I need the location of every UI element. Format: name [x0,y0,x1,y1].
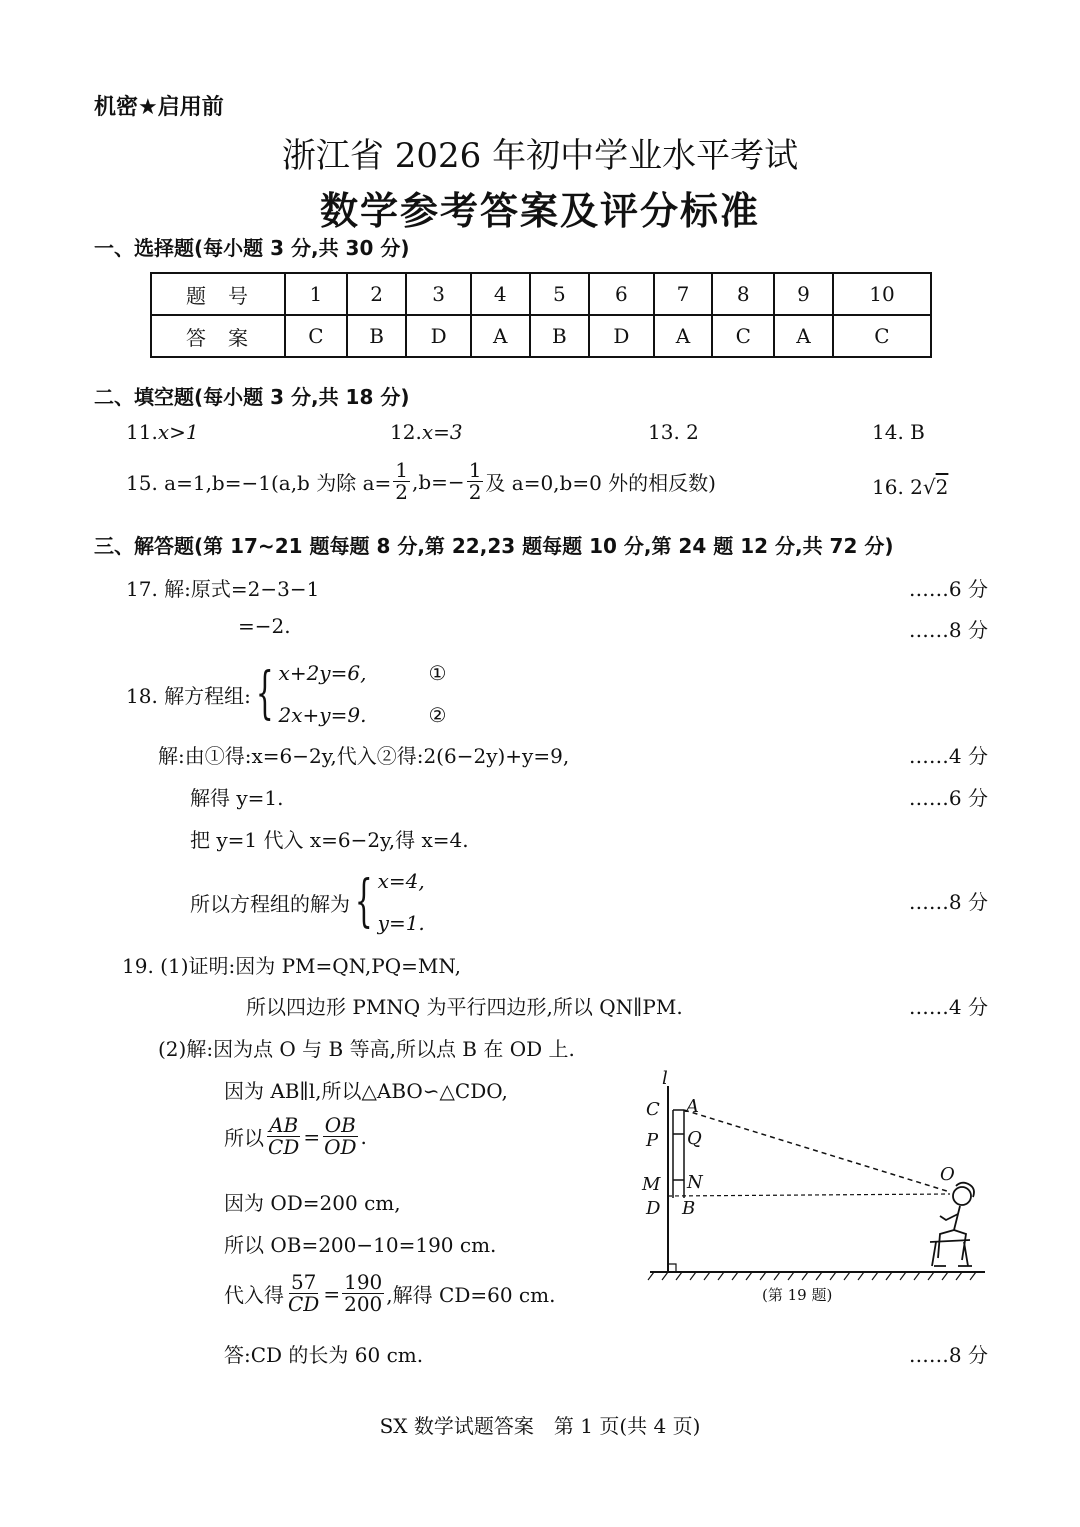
q19-p4: 因为 AB∥l,所以△ABO∽△CDO, [224,1079,508,1103]
q19-p7: 所以 OB=200−10=190 cm. [224,1233,497,1257]
fraction-numerator: 1 [395,458,408,482]
q19-p5 [224,1115,367,1158]
table-cell: 1 [285,273,347,315]
q19-p3: (2)解:因为点 O 与 B 等高,所以点 B 在 OD 上. [158,1037,575,1061]
table-cell: D [406,315,470,357]
table-cell: 4 [471,273,530,315]
q19-p6: 因为 OD=200 cm, [224,1191,401,1215]
answer-12-value: x=3 [421,420,463,444]
q18-label: 18. 解方程组: [126,683,251,708]
fraction-denominator: 2 [468,480,482,504]
table-cell: C [712,315,774,357]
table-cell: A [774,315,833,357]
q18-result [190,860,425,944]
equation-system [279,652,447,736]
q19-p8 [224,1272,555,1315]
answer-15 [126,460,716,503]
sight-line-oa [684,1110,950,1192]
q17-line2: =−2. [238,614,291,638]
fraction-ab-cd: $\frac{AB}{CD}$ [268,1113,300,1159]
label-m: M [642,1174,661,1195]
q19-p9: 答:CD 的长为 60 cm. [224,1343,424,1367]
label-l: l [662,1068,668,1089]
confidential-label: 机密★启用前 [94,95,224,120]
q18-sol1: 解:由①得:x=6−2y,代入②得:2(6−2y)+y=9, [158,744,570,768]
answer-15-pre: 15. a=1,b=−1(a,b 为除 a= [126,471,392,495]
table-cell: C [285,315,347,357]
answer-11 [126,420,199,444]
table-cell: 8 [712,273,774,315]
q19-p2: 所以四边形 PMNQ 为平行四边形,所以 QN∥PM. [246,995,683,1019]
table-cell: 10 [833,273,931,315]
table-cell: A [471,315,530,357]
score-marker: ……4 分 [908,995,988,1019]
solution-y: y=1. [377,911,425,935]
table-cell: 3 [406,273,470,315]
table-header-cell: 题号 [151,273,285,315]
fraction-half [393,460,410,503]
section3-heading: 三、解答题(第 17~21 题每题 8 分,第 22,23 题每题 10 分,第 24 题 12 分,共 72 分) [94,534,894,558]
score-marker: ……8 分 [908,890,988,914]
fraction-half [467,460,484,503]
q19-figure [640,1068,990,1308]
answer-table [150,272,932,358]
exam-title: 浙江省 2026 年初中学业水平考试 [281,136,799,176]
label-b: B [682,1198,696,1219]
score-marker: ……8 分 [908,1343,988,1367]
score-marker: ……8 分 [908,618,988,642]
q18-sol2: 解得 y=1. [190,786,284,810]
q17-line1: 17. 解:原式=2−3−1 [126,577,320,601]
q19-p5-pre: 所以 [224,1126,264,1150]
solution-x: x=4, [377,869,425,893]
q19-p8-post: ,解得 CD=60 cm. [386,1283,556,1307]
answer-16-coef: 16. 2 [872,475,923,499]
equals-sign: = [323,1281,341,1306]
answer-15-mid: ,b=− [412,469,465,494]
equation-2: 2x+y=9. ② [278,703,447,727]
label-c: C [646,1099,660,1120]
score-marker: ……4 分 [908,744,988,768]
right-angle-icon [668,1264,676,1272]
label-o: O [940,1164,955,1185]
brace-icon: { [255,661,274,726]
table-cell: 7 [654,273,713,315]
label-d: D [646,1198,661,1219]
answer-12 [390,420,463,444]
table-cell: 2 [347,273,407,315]
section1-heading: 一、选择题(每小题 3 分,共 30 分) [94,236,410,260]
ground-hatch [648,1272,976,1280]
label-a: A [686,1096,699,1117]
fraction-190-200: $\frac{190}{200}$ [344,1270,383,1316]
answer-14: 14. B [872,420,925,444]
q19-p5-post: . [360,1124,367,1149]
fraction-denominator: 2 [395,480,408,504]
table-cell: 5 [530,273,590,315]
sight-line-od [668,1194,950,1196]
doc-subtitle: 数学参考答案及评分标准 [319,189,760,233]
label-p: P [646,1130,659,1151]
table-cell: C [833,315,931,357]
fraction-numerator: 1 [468,458,482,482]
fraction-57-cd: $\frac{57}{CD}$ [288,1270,320,1316]
brace-icon: { [354,869,373,934]
answer-13: 13. 2 [648,420,699,444]
answer-11-num: 11. [126,420,158,444]
table-row-numbers [151,273,931,315]
q18-system [126,652,446,736]
q19-p1: 19. (1)证明:因为 PM=QN,PQ=MN, [122,954,461,978]
answer-12-num: 12. [390,420,422,444]
table-cell: A [654,315,713,357]
page-footer: SX 数学试题答案 第 1 页(共 4 页) [379,1414,701,1438]
table-cell: 6 [589,273,653,315]
table-cell: D [589,315,653,357]
solution-system [378,860,425,944]
table-cell: 9 [774,273,833,315]
answer-15-post: 及 a=0,b=0 外的相反数) [485,471,716,495]
seated-person-icon [930,1183,974,1266]
answer-16 [872,475,948,499]
fraction-ob-od: $\frac{OB}{OD}$ [324,1113,357,1159]
table-header-cell: 答案 [151,315,285,357]
table-cell: B [347,315,407,357]
table-cell: B [530,315,590,357]
figure-caption: (第 19 题) [762,1286,833,1304]
equation-1: x+2y=6, ① [278,661,447,685]
score-marker: ……6 分 [908,577,988,601]
answer-16-radicand: 2 [935,475,949,499]
label-n: N [687,1172,703,1193]
answer-11-value: x>1 [157,420,199,444]
q18-sol3: 把 y=1 代入 x=6−2y,得 x=4. [190,828,469,852]
label-q: Q [687,1128,702,1149]
sqrt-icon: √ [922,475,936,499]
table-row-answers [151,315,931,357]
equals-sign: = [303,1124,321,1149]
section2-heading: 二、填空题(每小题 3 分,共 18 分) [94,385,410,409]
q19-p8-pre: 代入得 [224,1283,284,1307]
score-marker: ……6 分 [908,786,988,810]
q18-sol4: 所以方程组的解为 [190,891,350,916]
